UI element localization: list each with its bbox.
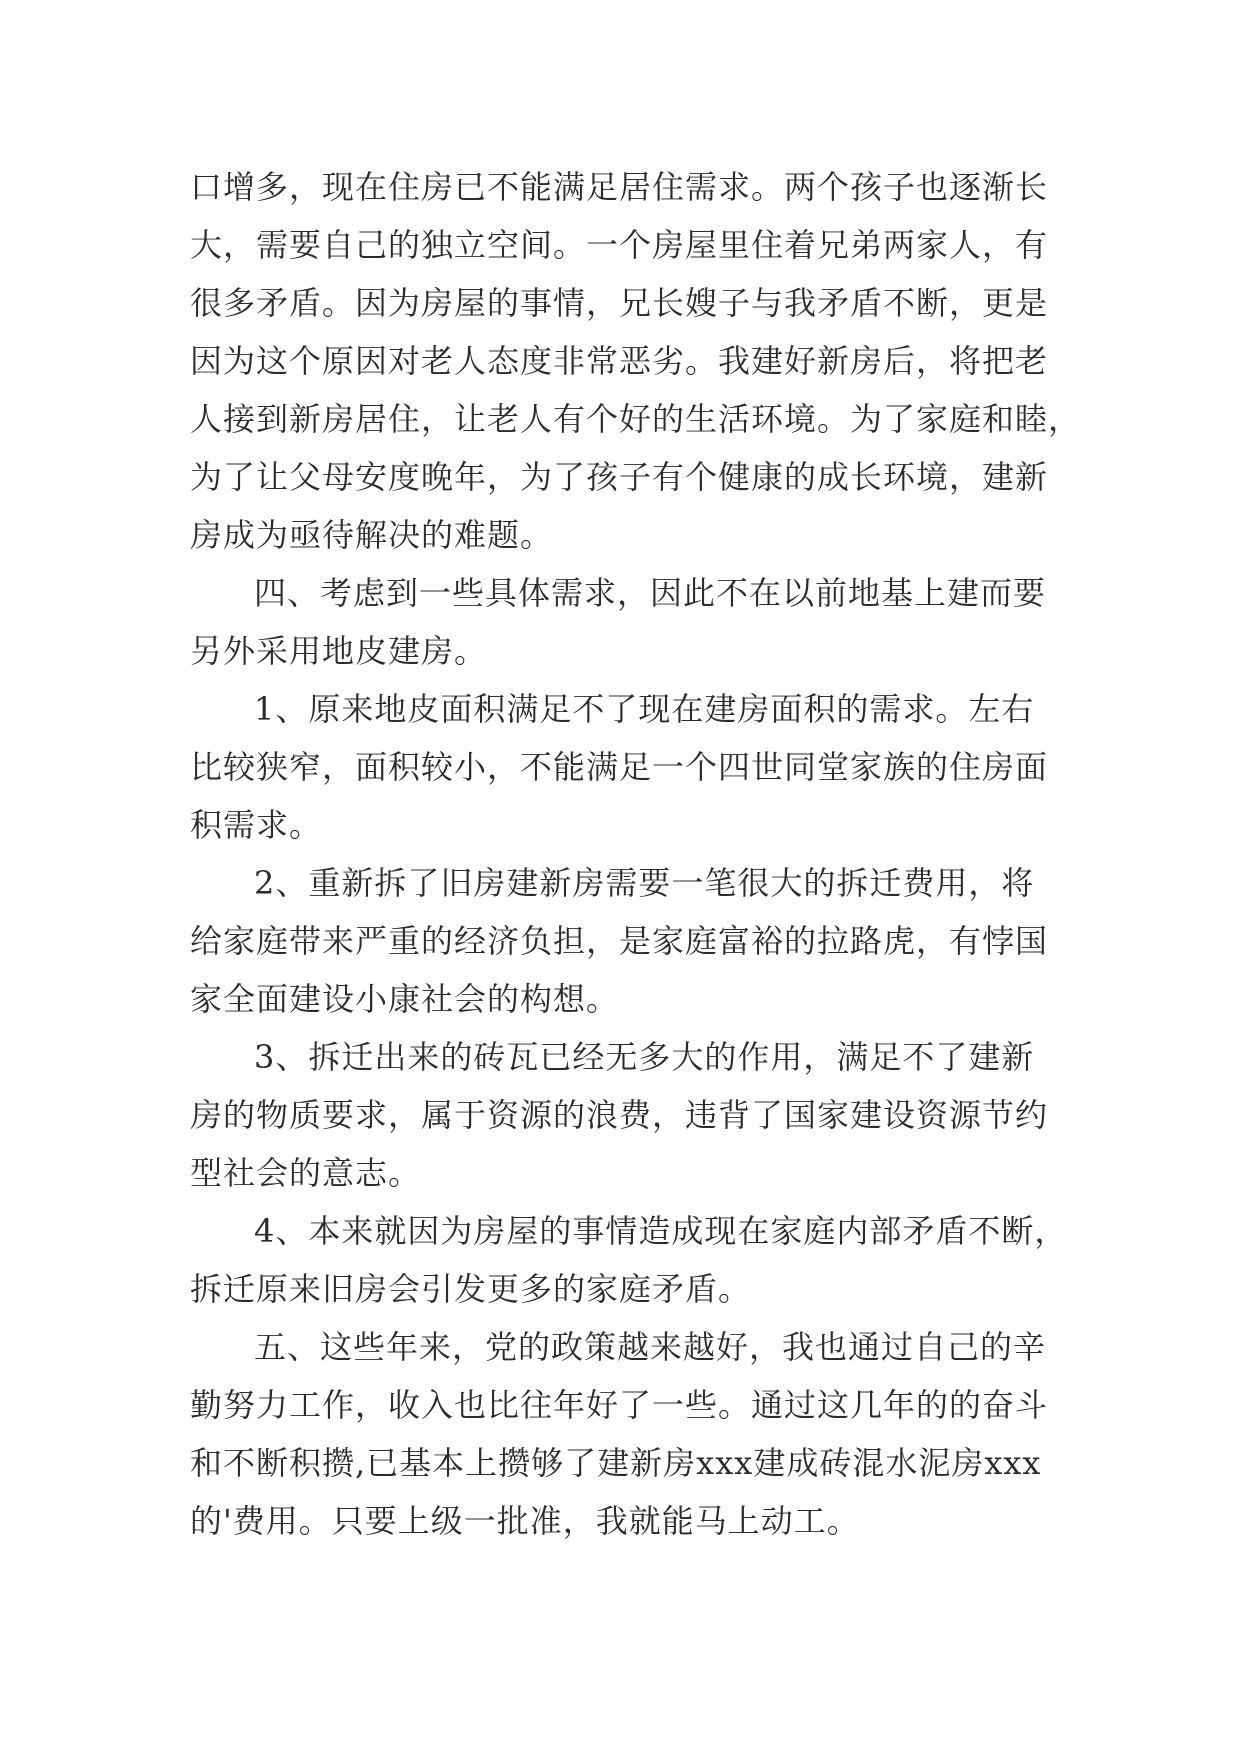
document-body bbox=[190, 158, 1082, 1550]
paragraph-item-1 bbox=[190, 680, 1050, 854]
text-line: 勤努力工作，收入也比往年好了一些。通过这几年的的奋斗 bbox=[190, 1386, 1049, 1424]
text-line: 因为这个原因对老人态度非常恶劣。我建好新房后，将把老 bbox=[190, 342, 1049, 380]
text-line: 给家庭带来严重的经济负担，是家庭富裕的拉路虎，有悖国 bbox=[190, 922, 1049, 960]
paragraph-section-four bbox=[190, 564, 1050, 680]
text-line: 和不断积攒,已基本上攒够了建新房xxx建成砖混水泥房xxx bbox=[190, 1444, 1042, 1482]
paragraph-item-4 bbox=[190, 1202, 1068, 1318]
text-line: 的'费用。只要上级一批准，我就能马上动工。 bbox=[190, 1502, 860, 1540]
text-line: 房成为亟待解决的难题。 bbox=[190, 516, 554, 554]
text-line: 口增多，现在住房已不能满足居住需求。两个孩子也逐渐长 bbox=[190, 168, 1049, 206]
text-line: 很多矛盾。因为房屋的事情，兄长嫂子与我矛盾不断，更是 bbox=[190, 284, 1049, 322]
text-line: 积需求。 bbox=[190, 806, 323, 844]
text-line: 比较狭窄，面积较小，不能满足一个四世同堂家族的住房面 bbox=[190, 748, 1049, 786]
text-line: 为了让父母安度晚年，为了孩子有个健康的成长环境，建新 bbox=[190, 458, 1049, 496]
paragraph-section-five bbox=[190, 1318, 1050, 1550]
paragraph-item-3 bbox=[190, 1028, 1050, 1202]
paragraph-item-2 bbox=[190, 854, 1050, 1028]
text-line: 4、本来就因为房屋的事情造成现在家庭内部矛盾不断， bbox=[254, 1212, 1068, 1250]
text-line: 四、考虑到一些具体需求，因此不在以前地基上建而要 bbox=[254, 574, 1047, 612]
text-line: 人接到新房居住，让老人有个好的生活环境。为了家庭和睦， bbox=[190, 400, 1082, 438]
text-line: 型社会的意志。 bbox=[190, 1154, 422, 1192]
paragraph-continuation bbox=[190, 158, 1082, 564]
text-line: 1、原来地皮面积满足不了现在建房面积的需求。左右 bbox=[254, 690, 1035, 728]
text-line: 房的物质要求，属于资源的浪费，违背了国家建设资源节约 bbox=[190, 1096, 1049, 1134]
text-line: 另外采用地皮建房。 bbox=[190, 632, 488, 670]
text-line: 2、重新拆了旧房建新房需要一笔很大的拆迁费用，将 bbox=[254, 864, 1035, 902]
text-line: 3、拆迁出来的砖瓦已经无多大的作用，满足不了建新 bbox=[254, 1038, 1035, 1076]
text-line: 大，需要自己的独立空间。一个房屋里住着兄弟两家人，有 bbox=[190, 226, 1049, 264]
text-line: 拆迁原来旧房会引发更多的家庭矛盾。 bbox=[190, 1270, 752, 1308]
text-line: 家全面建设小康社会的构想。 bbox=[190, 980, 620, 1018]
text-line: 五、这些年来，党的政策越来越好，我也通过自己的辛 bbox=[254, 1328, 1047, 1366]
